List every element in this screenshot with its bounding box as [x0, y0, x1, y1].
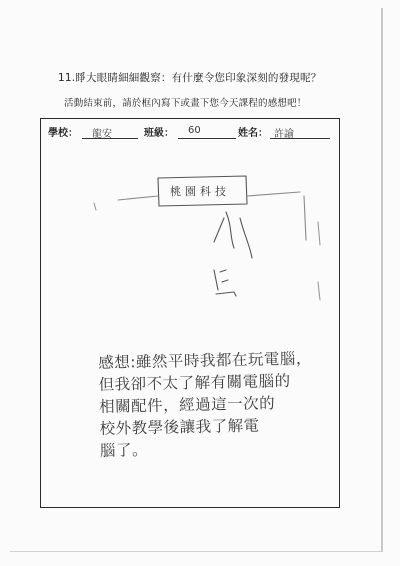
roof-line-left: [118, 196, 158, 200]
class-label: 班級：: [144, 128, 174, 139]
reflection-line-2: 但我卻不太了解有關電腦的: [98, 371, 291, 394]
figure-body: [240, 218, 252, 258]
reflection-line-5: 腦了。: [99, 440, 149, 460]
wall-tick-right: [318, 222, 320, 245]
reflection-line-4: 校外教學後讓我了解電: [99, 416, 260, 438]
reflection-line-3: 相關配件，經過這一次的: [98, 394, 276, 416]
sign-board-text: 桃園科技: [170, 185, 230, 198]
roof-line-right: [247, 192, 300, 196]
question-heading: 11.睜大眼睛細細觀察：有什麼令您印象深刻的發現呢？: [58, 72, 322, 84]
figure-arm: [214, 218, 224, 242]
handwritten-reflection: [98, 347, 335, 462]
school-label: 學校：: [48, 128, 78, 139]
name-label: 姓名：: [238, 128, 268, 139]
school-value: 龍安: [92, 129, 112, 140]
small-structure: [214, 270, 236, 296]
wall-line-right: [304, 196, 306, 240]
class-value: 60: [188, 125, 201, 136]
door-mark-left: [94, 203, 96, 210]
ground-mark-right: [318, 282, 320, 300]
instruction-text: 活動結束前，請於框內寫下或畫下您今天課程的感想吧！: [64, 98, 307, 109]
name-value: 許諭: [274, 129, 294, 140]
figure-head: [226, 212, 234, 248]
reflection-line-1: 感想:雖然平時我都在玩電腦，: [98, 349, 313, 372]
